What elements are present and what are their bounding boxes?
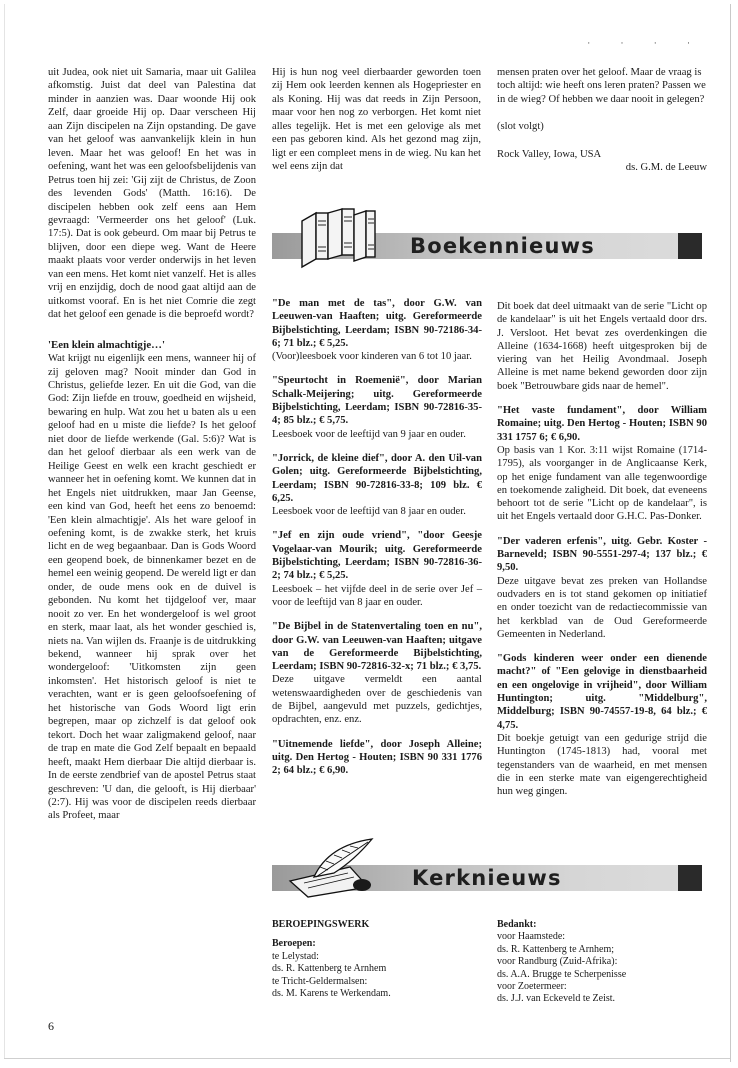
beroepen-heading: Beroepen: (272, 938, 316, 950)
article-paragraph: Wat krijgt nu eigenlijk een mens, wanneer hij of zij geloven mag? Nooit minder dan God in Christus, geliefde lezer. En uit die God, van die God: Zijn liefde en trouw, goedheid en wijsheid, bewaring en hulp. Wat zou het u baten als u een geloof had en u miste die liefde? Is het geloof niet door de liefde werkende (Gal. 5:6)? Wat is dan het geloof dierbaar als een werk van de Heilige Geest en welk een kracht geschiedt er wanneer het in oefening komt. We kunnen dat in het Engels niet uitdrukken, maar Jan Geense, een kind van God, heeft het eens zo benoemd: 'Een klein almachtigje'. Als het ware geloof in oefening komt, is de zwakke sterk, het kruis licht en de weg begaanbaar. Dan is Gods Woord een geopend boek, de binnenkamer bezet en de hemel een weinig geopend. De wereld ligt er dan onder, de oude mens ook en de duivel is gebonden. Nu komt het tijdgeloof ver, maar nooit zo ver. En het wondergeloof is wel groot en sterk, maar laat, als het wonder geschied is, niets na. Van wijlen ds. Fraanje is de uitdrukking bekend, wanneer hij sprak over het wondergeloof: 'Uitkomsten zijn geen inkomsten'. Het historisch geloof is niet te verachten, want er is geen geloofsoefening of het historische van Gods Woord ligt erin begrepen, maar op zichzelf is dat geloof ook tekort. Doch het waar zaligmakend geloof, naar de trap en mate die God Zelf bepaalt en bepaald heeft, maakt Hem dierbaar Die altijd dierbaar is. In de eerste zendbrief van de apostel Petrus staat geschreven: 'U dan, die gelooft, is Hij dierbaar' (2:7). Hij was voor de discipelen reeds dierbaar als Profeet, maar (48, 353, 256, 822)
kerk-line: voor Randburg (Zuid-Afrika): (497, 956, 618, 968)
kerknieuws-banner (272, 843, 702, 903)
book-entry-description: Deze uitgave vermeldt een aantal wetenswaardigheden over de geschiedenis van de Bijbel, aangevuld met puzzels, gedichtjes, opdrachten, enz. enz. (272, 674, 482, 726)
print-specks: · · · · (587, 38, 704, 48)
kerk-line: voor Zoetermeer: (497, 981, 567, 993)
banner-end-block (678, 865, 702, 891)
book-entry-title: "Het vaste fundament", door William Romaine; uitg. Den Hertog - Houten; ISBN 90 331 1757 6; € 6,90. (497, 405, 707, 443)
kerk-line: ds. R. Kattenberg te Arnhem; (497, 943, 615, 955)
kerk-line: te Lelystad: (272, 950, 319, 962)
book-entry (497, 535, 707, 641)
article-subheading: 'Een klein almachtigje…' (48, 338, 165, 351)
book-entry-title: "Uitnemende liefde", door Joseph Alleine; uitg. Den Hertog - Houten; ISBN 90 331 1776 2; 64 blz.; € 6,90. (272, 738, 482, 777)
book-entry-description: (Voor)leesboek voor kinderen van 6 tot 10 jaar. (272, 351, 472, 363)
book-entry-description: Leesboek – het vijfde deel in de serie over Jef – voor de leeftijd van 8 jaar en ouder. (272, 583, 482, 608)
author-place: Rock Valley, Iowa, USA (497, 148, 602, 160)
book-entry-description: Leesboek voor de leeftijd van 8 jaar en ouder. (272, 506, 466, 518)
kerk-line: voor Haamstede: (497, 931, 566, 943)
banner-end-block (678, 233, 702, 259)
book-entry (497, 652, 707, 798)
section-title: Kerknieuws (412, 866, 562, 890)
section-title: Boekennieuws (410, 234, 595, 258)
book-list-right (497, 300, 707, 809)
book-entry (272, 738, 482, 778)
book-entry-title: "Jorrick, de kleine dief", door A. den Uil-van Golen; uitg. Gereformeerde Bijbelstichting, Leerdam; ISBN 90-72816-33-8; 109 blz. € 6,25. (272, 452, 482, 504)
bedankt-heading: Bedankt: (497, 919, 537, 930)
quill-pen-icon (284, 837, 380, 899)
book-entry (272, 529, 482, 609)
article-paragraph: uit Judea, ook niet uit Samaria, maar uit Galilea afkomstig. Juist dat deel van Palestina dat minder in aanzien was. Daar woonde Hij ook Zelf, daar groeide Hij op. Daar verscheen Hij aan Zijn discipelen na Zijn opstanding. De gave van het geloof was aanvankelijk klein in hun leven. Maar het was geloof! En het was in oefening, want het was een geloofsbelijdenis van Petrus toen hij zei: 'Gij zijt de Christus, de Zoon des levenden Gods' (Matth. 16:16). De discipelen hebben ook zelf eens aan Hem gevraagd: 'Vermeerder ons het geloof' (Luk. 17:5). Dat is ook gebeurd. Om maar bij Petrus te blijven, door een diepe weg. Want de Heere maakt plaats voor verder onderwijs in het leven van een mens. Het komt niet vanzelf. Het is alles vrij en enzijdig, doch de nood gaat altijd aan de uitkomst vooraf. En is het niet Comrie die zegt dat het geloof een genade is die beproefd wordt? (48, 67, 256, 321)
kerk-line: ds. M. Karens te Werkendam. (272, 988, 391, 1000)
book-entry (272, 374, 482, 440)
kerknieuws-left (272, 919, 482, 1000)
kerk-line: ds. A.A. Brugge te Scherpenisse (497, 968, 627, 980)
article-paragraph: Hij is hun nog veel dierbaarder geworden toen zij Hem ook leerden kennen als Hogepriester en als Koning. Hij was dat reeds in Zijn Persoon, maar voor hen nog zo verborgen. Het komt niet alles tegelijk. Het is met een gelovige als met een pas geboren kind. Als het gezond mag zijn, ligt er een compleet mens in de wieg. Nu kan het wel eens zijn dat (272, 67, 481, 173)
boekennieuws-banner (272, 211, 702, 271)
page-edge-bottom (4, 1058, 730, 1059)
book-entry-description: Leesboek voor de leeftijd van 9 jaar en ouder. (272, 428, 466, 440)
kerk-line: ds. J.J. van Eckeveld te Zeist. (497, 993, 616, 1005)
page-number: 6 (48, 1019, 54, 1033)
book-entry (272, 452, 482, 518)
book-entry-title: "De man met de tas", door G.W. van Leeuwen-van Haaften; uitg. Gereformeerde Bijbelstichting, Leerdam; ISBN 90-72186-34-6; 71 blz.; € 5,25. (272, 298, 482, 349)
article-column-2 (272, 66, 481, 174)
book-entry (497, 404, 707, 524)
book-entry-description: Deze uitgave bevat zes preken van Hollandse oudvaders en is tot stand gekomen op initiatief en onder toezicht van de redactiecommissie van het kerkblad van de Oud Gereformeerde Gemeenten in Nederland. (497, 575, 707, 640)
page-edge-left (4, 4, 5, 1058)
book-entry-title: "De Bijbel in de Statenvertaling toen en nu", door G.W. van Leeuwen-van Haaften; uitgave van de Gereformeerde Bijbelstichting, Leerdam; ISBN 90-72816-32-x; 71 blz.; € 3,75. (272, 621, 482, 673)
beroepingswerk-heading: BEROEPINGSWERK (272, 919, 370, 930)
book-list-left (272, 297, 482, 789)
author-name: ds. G.M. de Leeuw (625, 162, 707, 174)
book-entry (497, 300, 707, 393)
continuation-note: (slot volgt) (497, 121, 544, 133)
kerk-line: ds. R. Kattenberg te Arnhem (272, 963, 387, 975)
book-entry-description: Dit boekje getuigt van een gedurige strijd die Huntington (1745-1813) had, vooral met tegenstanders van de waarheid, en met mensen die in een sterke mate van eigengerechtigheid hun weg gingen. (497, 732, 707, 798)
book-entry-description: Dit boek dat deel uitmaakt van de serie "Licht op de kandelaar" is uit het Engels vertaald door drs. J. Versloot. Het bevat zes overdenkingen die Alleine (1634-1668) heeft uitgesproken bij de viering van het Heilig Avondmaal. Joseph Alleine is met name bekend geworden door zijn boek "Betrouwbare gids naar de hemel". (497, 301, 707, 392)
page-edge-right (730, 4, 731, 1062)
book-entry-title: "Jef en zijn oude vriend", "door Geesje Vogelaar-van Mourik; uitg. Gereformeerde Bijbelstichting, Leerdam; ISBN 90-72816-36-2; 74 blz.; € 5,25. (272, 530, 482, 582)
book-entry-title: "Der vaderen erfenis", uitg. Gebr. Koster - Barneveld; ISBN 90-5551-297-4; 137 blz.; € 9,50. (497, 535, 707, 574)
book-entry-title: "Speurtocht in Roemenië", door Marian Schalk-Meijering; uitg. Gereformeerde Bijbelstichting, Leerdam; ISBN 90-72816-35-4; 85 blz.; € 5,75. (272, 375, 482, 427)
book-entry (272, 297, 482, 363)
kerk-line: te Tricht-Geldermalsen: (272, 975, 368, 987)
article-column-3 (497, 66, 707, 175)
kerknieuws-right (497, 919, 707, 1006)
book-entry-description: Op basis van 1 Kor. 3:11 wijst Romaine (1714-1795), als voorganger in de Anglicaanse Kerk, op het enige fundament van alle tegenwoordige en toekomende zaligheid. Dit boek, dat eveneens behoort tot de serie "Licht op de kandelaar", is uit het Engels vertaald door G.H.C. Pas-Donker. (497, 444, 707, 523)
article-paragraph: mensen praten over het geloof. Maar de vraag is toch altijd: wie heeft ons leren praten? Passen we in de wieg? Of hebben we daar nooit in gelegen? (497, 67, 706, 105)
books-icon (294, 207, 378, 271)
book-entry (272, 620, 482, 726)
book-entry-title: "Gods kinderen weer onder een dienende macht?" of "Een gelovige in dienstbaarheid en een ongelovige in vrijheid", door William Huntington; uitg. "Middelburg", Middelburg; ISBN 90-74557-19-8, 64 blz.; € 4,75. (497, 653, 707, 731)
article-column-1 (48, 66, 256, 823)
